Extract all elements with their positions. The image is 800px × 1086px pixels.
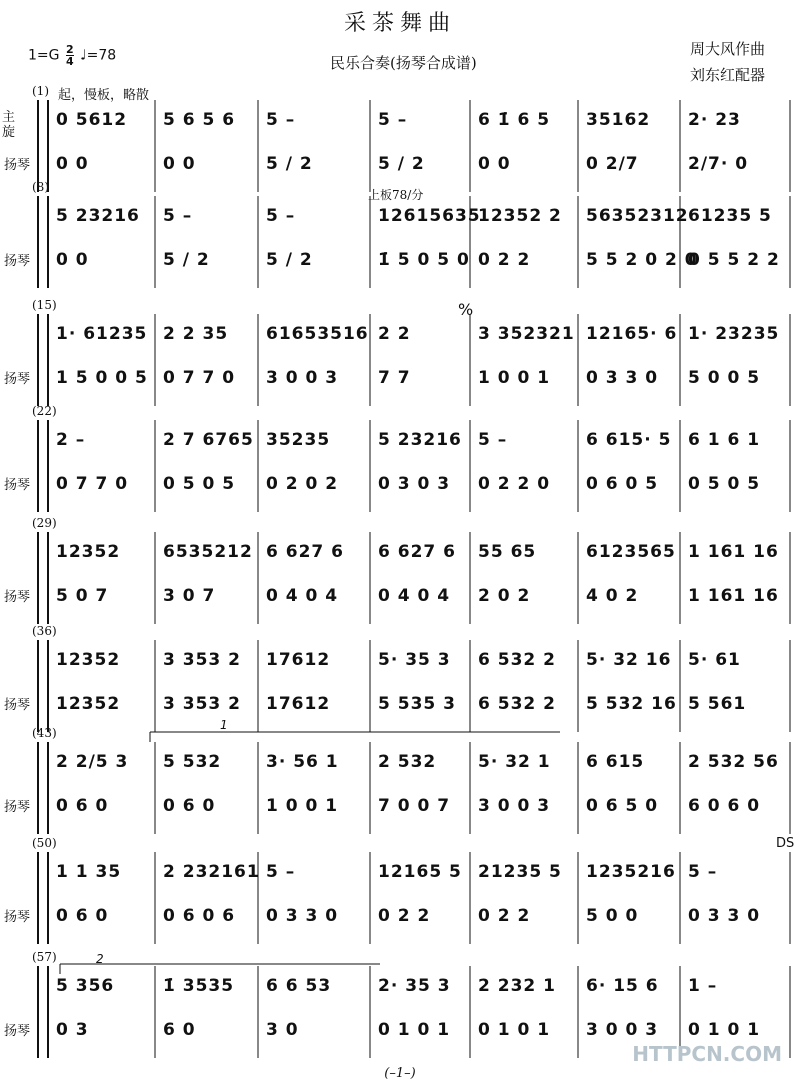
yangqin-measure: 0 3	[56, 1020, 89, 1040]
melody-measure: 5· 61	[688, 650, 741, 670]
ds-mark: DS	[776, 836, 795, 851]
instrument-label-yangqin: 扬琴	[4, 590, 31, 605]
page-number: (–1–)	[384, 1066, 416, 1081]
yangqin-measure: 0 3 3 0	[688, 906, 761, 926]
yangqin-measure: 4 0 2	[586, 586, 639, 606]
instrument-label-yangqin: 扬琴	[4, 698, 31, 713]
measure-number: (22)	[32, 404, 57, 418]
melody-measure: 5 6 5 6	[163, 110, 236, 130]
melody-measure: 2 2	[378, 324, 411, 344]
meter-bottom: 4	[65, 55, 74, 68]
melody-measure: 12615635	[378, 206, 481, 226]
melody-measure: 5 23216	[378, 430, 462, 450]
yangqin-measure: 3 0	[266, 1020, 299, 1040]
yangqin-measure: 0 2 2	[378, 906, 431, 926]
yangqin-measure: 0 3 0 3	[378, 474, 451, 494]
page-title: 采茶舞曲	[343, 11, 456, 36]
melody-measure: 6 1̇ 6 5	[478, 110, 551, 130]
yangqin-measure: 0 0	[56, 154, 89, 174]
meter-top: 2	[65, 43, 74, 56]
melody-measure: 5· 35 3	[378, 650, 451, 670]
melody-measure: 5 –	[266, 862, 296, 882]
yangqin-measure: 0 6 0 5	[586, 474, 659, 494]
yangqin-measure: 2/7· 0	[688, 154, 749, 174]
melody-measure: 1· 61235	[56, 324, 148, 344]
melody-measure: 5 356	[56, 976, 115, 996]
melody-measure: 61653516	[266, 324, 369, 344]
melody-measure: 1 161 16	[688, 542, 779, 562]
melody-measure: 2 232 1	[478, 976, 556, 996]
melody-measure: 35235	[266, 430, 331, 450]
melody-measure: 6· 15 6	[586, 976, 659, 996]
melody-measure: 5 –	[266, 110, 296, 130]
melody-measure: 17612	[266, 650, 331, 670]
yangqin-measure: 5 561	[688, 694, 747, 714]
melody-measure: 6 627 6	[378, 542, 456, 562]
measure-number: (57)	[32, 950, 57, 964]
yangqin-measure: 6 0	[163, 1020, 196, 1040]
yangqin-measure: 1 5 0 0 5	[56, 368, 148, 388]
composer-credit: 周大风作曲	[690, 40, 766, 58]
yangqin-measure: 1 161 16	[688, 586, 779, 606]
melody-measure: 3 352321	[478, 324, 575, 344]
yangqin-measure: 17612	[266, 694, 331, 714]
yangqin-measure: 0 0	[478, 154, 511, 174]
yangqin-measure: 5 532 16	[586, 694, 677, 714]
yangqin-measure: 0 6 0	[56, 796, 109, 816]
melody-measure: 2 532 56	[688, 752, 779, 772]
yangqin-measure: 5 / 2	[266, 250, 313, 270]
melody-measure: 2· 23	[688, 110, 741, 130]
yangqin-measure: 5 0 0	[586, 906, 639, 926]
yangqin-measure: 0 1 0 1	[378, 1020, 451, 1040]
segno-mark: %	[458, 300, 474, 319]
yangqin-measure: 0 2/7	[586, 154, 639, 174]
melody-measure: 6 6 53	[266, 976, 332, 996]
measure-number: (1)	[32, 84, 49, 98]
yangqin-measure: 0 1 0 1	[478, 1020, 551, 1040]
melody-measure: 55 65	[478, 542, 537, 562]
yangqin-measure: 1 0 0 1	[478, 368, 551, 388]
measure-number: (43)	[32, 726, 57, 740]
melody-measure: 2 2 35	[163, 324, 229, 344]
yangqin-measure: 5 535 3	[378, 694, 456, 714]
melody-measure: 12352	[56, 650, 121, 670]
yangqin-measure: 12352	[56, 694, 121, 714]
melody-measure: 6 615	[586, 752, 645, 772]
melody-measure: 1 1 35	[56, 862, 122, 882]
yangqin-measure: 3 0 0 3	[478, 796, 551, 816]
melody-measure: 2· 35 3	[378, 976, 451, 996]
measure-number: (15)	[32, 298, 57, 312]
yangqin-measure: 7 7	[378, 368, 411, 388]
melody-measure: 5 –	[266, 206, 296, 226]
yangqin-measure: 0 2 2 0	[478, 474, 551, 494]
yangqin-measure: 2 0 2	[478, 586, 531, 606]
yangqin-measure: 0 5 5 2 2	[688, 250, 780, 270]
yangqin-measure: 6 0 6 0	[688, 796, 761, 816]
measure-number: (29)	[32, 516, 57, 530]
melody-measure: 2 2/5 3	[56, 752, 129, 772]
instrument-label-yangqin: 扬琴	[4, 1024, 31, 1039]
melody-measure: 5 23216	[56, 206, 140, 226]
melody-measure: 12165· 6	[586, 324, 678, 344]
yangqin-measure: 0 5 0 5	[163, 474, 236, 494]
yangqin-measure: 0 6 0 6	[163, 906, 236, 926]
melody-measure: 6 532 2	[478, 650, 556, 670]
yangqin-measure: 0 4 0 4	[266, 586, 339, 606]
melody-measure: 12352 2	[478, 206, 562, 226]
yangqin-measure: 0 0	[163, 154, 196, 174]
yangqin-measure: 7 0 0 7	[378, 796, 451, 816]
yangqin-measure: 0 4 0 4	[378, 586, 451, 606]
melody-measure: 1· 23235	[688, 324, 780, 344]
yangqin-measure: 5 0 0 5	[688, 368, 761, 388]
yangqin-measure: 3 0 0 3	[586, 1020, 659, 1040]
melody-measure: 5 –	[478, 430, 508, 450]
yangqin-measure: 1 0 0 1	[266, 796, 339, 816]
melody-measure: 0 5612	[56, 110, 128, 130]
yangqin-measure: 0 6 0	[56, 906, 109, 926]
measure-number: (50)	[32, 836, 57, 850]
yangqin-measure: 5 0 7	[56, 586, 109, 606]
instrument-label-yangqin: 扬琴	[4, 910, 31, 925]
melody-measure: 6535212	[163, 542, 253, 562]
yangqin-measure: 3 353 2	[163, 694, 241, 714]
yangqin-measure: 6 532 2	[478, 694, 556, 714]
melody-measure: 3· 56 1	[266, 752, 339, 772]
melody-measure: 2 7 6765	[163, 430, 254, 450]
melody-measure: 12352	[56, 542, 121, 562]
yangqin-measure: 3 0 7	[163, 586, 216, 606]
measure-number: (8)	[32, 180, 49, 194]
yangqin-measure: 5 / 2	[266, 154, 313, 174]
melody-measure: 1̇ 3535	[163, 976, 235, 996]
measure-number: (36)	[32, 624, 57, 638]
yangqin-measure: 0 6 0	[163, 796, 216, 816]
tempo-change-mark: 上板78/分	[368, 188, 424, 202]
tempo-mark: ♩=78	[80, 47, 117, 64]
volta-2-label: 2	[96, 952, 104, 966]
instrument-label-yangqin: 扬琴	[4, 372, 31, 387]
melody-measure: 1 –	[688, 976, 718, 996]
playing-instruction: 起，慢板，略散	[58, 88, 150, 103]
melody-measure: 2 232161	[163, 862, 260, 882]
melody-measure: 2 –	[56, 430, 86, 450]
yangqin-measure: 0 7 7 0	[163, 368, 236, 388]
yangqin-measure: 0 7 7 0	[56, 474, 129, 494]
melody-measure: 35162	[586, 110, 651, 130]
yangqin-measure: 0 2 0 2	[266, 474, 339, 494]
instrument-label-yangqin: 扬琴	[4, 478, 31, 493]
melody-measure: 5· 32 16	[586, 650, 672, 670]
yangqin-measure: 0 3 3 0	[586, 368, 659, 388]
instrument-label-melody: 主旋	[2, 110, 16, 140]
volta-1-label: 1	[220, 718, 228, 732]
yangqin-measure: 1̇ 5 0 5 0	[378, 250, 470, 270]
yangqin-measure: 0 0	[56, 250, 89, 270]
melody-measure: 6 1 6 1	[688, 430, 761, 450]
instrument-label-yangqin: 扬琴	[4, 158, 31, 173]
instrument-label-yangqin: 扬琴	[4, 800, 31, 815]
arranger-credit: 刘东红配器	[690, 66, 766, 84]
melody-measure: 21235 5	[478, 862, 562, 882]
melody-measure: 5 –	[163, 206, 193, 226]
melody-measure: 3 353 2	[163, 650, 241, 670]
melody-measure: 5· 32 1	[478, 752, 551, 772]
yangqin-measure: 5 / 2	[163, 250, 210, 270]
melody-measure: 6 627 6	[266, 542, 344, 562]
yangqin-measure: 0 5 0 5	[688, 474, 761, 494]
score-subtitle: 民乐合奏(扬琴合成谱)	[330, 54, 477, 72]
melody-measure: 1235216	[586, 862, 676, 882]
key-label: 1=G	[28, 47, 60, 64]
yangqin-measure: 0 3 3 0	[266, 906, 339, 926]
melody-measure: 5 –	[688, 862, 718, 882]
yangqin-measure: 0 6 5 0	[586, 796, 659, 816]
watermark: HTTPCN.COM	[632, 1042, 782, 1066]
instrument-label-yangqin: 扬琴	[4, 254, 31, 269]
melody-measure: 56352312	[586, 206, 689, 226]
melody-measure: 6 615· 5	[586, 430, 672, 450]
yangqin-measure: 5 5 2 0 2 0	[586, 250, 698, 270]
yangqin-measure: 0 2 2	[478, 250, 531, 270]
melody-measure: 61235 5	[688, 206, 772, 226]
melody-measure: 2 532	[378, 752, 437, 772]
melody-measure: 6123565	[586, 542, 676, 562]
yangqin-measure: 0 1 0 1	[688, 1020, 761, 1040]
yangqin-measure: 0 2 2	[478, 906, 531, 926]
melody-measure: 5 532	[163, 752, 222, 772]
melody-measure: 5 –	[378, 110, 408, 130]
melody-measure: 12165 5	[378, 862, 462, 882]
yangqin-measure: 5 / 2	[378, 154, 425, 174]
yangqin-measure: 3 0 0 3	[266, 368, 339, 388]
